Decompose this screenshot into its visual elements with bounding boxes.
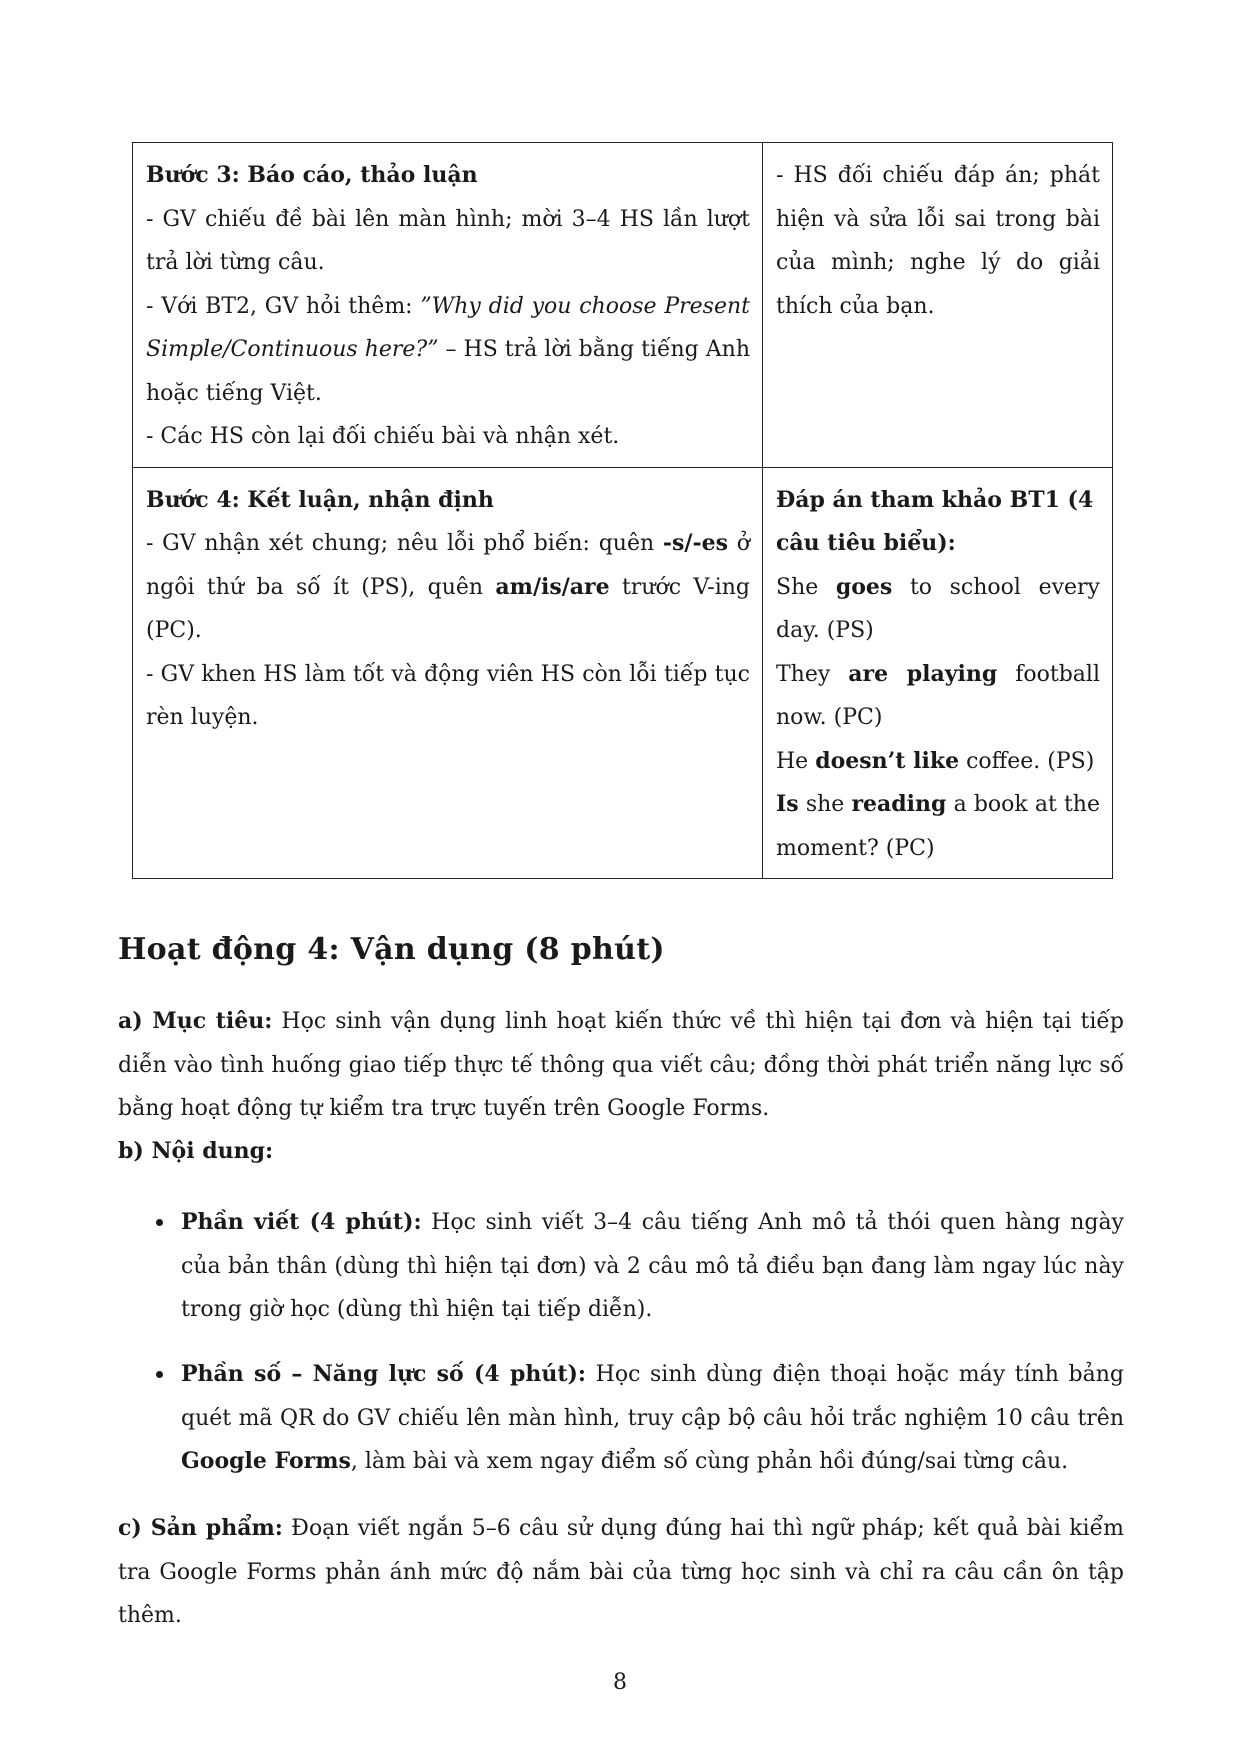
text-run: football now. (PC) [776,661,1100,730]
bold-verb: reading [851,791,947,817]
list-item [118,1353,1124,1484]
step-line [146,285,750,416]
step-line: - GV chiếu đề bài lên màn hình; mời 3–4 HS lần lượt trả lời từng câu. [146,206,750,275]
step-line [146,522,750,653]
step-line: - GV khen HS làm tốt và động viên HS còn lỗi tiếp tục rèn luyện. [146,661,750,730]
bullet-text: Học sinh dùng điện thoại hoặc máy tính bảng quét mã QR do GV chiếu lên màn hình, truy cập bộ câu hỏi trắc nghiệm 10 câu trên [181,1362,1125,1431]
text-run: she [798,792,852,817]
objective-text: Học sinh vận dụng linh hoạt kiến thức về thì hiện tại đơn và hiện tại tiếp diễn vào tình huống giao tiếp thực tế thông qua viết câu; đồng thời phát triển năng lực số bằng hoạt động tự kiểm tra trực tuyến trên Google Forms. [118,1009,1124,1121]
content-label-paragraph [118,1130,1124,1174]
content-bullet-list [118,1353,1124,1484]
lesson-plan-table [132,142,1113,879]
page-number: 8 [613,1670,627,1695]
bold-verb: goes [835,573,893,600]
teacher-activity-cell [133,467,763,879]
text-run: ở ngôi thứ ba số ít (PS), quên [146,531,750,600]
bold-verb: doesn’t like [815,747,960,774]
answer-sentence [776,653,1100,740]
text-run: coffee. (PS) [959,748,1095,774]
answer-sentence [776,566,1100,653]
step-line: - Các HS còn lại đối chiếu bài và nhận xét. [146,424,620,449]
answer-sentence [776,783,1100,870]
bullet-text: , làm bài và xem ngay điểm số cùng phản hồi đúng/sai từng câu. [350,1449,1069,1474]
text-run: She [776,574,836,600]
bold-verb: are playing [848,660,998,687]
table-row [133,467,1113,879]
objective-paragraph [118,1000,1124,1131]
list-item [118,1201,1124,1332]
product-label: c) Sản phẩm: [118,1515,283,1541]
step-heading: Bước 3: Báo cáo, thảo luận [146,162,478,188]
activity-title: Hoạt động 4: Vận dụng (8 phút) [118,932,665,967]
content-bullet-list [118,1201,1124,1332]
text-run: He [776,748,816,774]
bold-term: -s/-es [662,530,728,556]
text-run: – HS trả lời bằng tiếng Anh hoặc tiếng Việt. [146,337,751,406]
student-text: - HS đối chiếu đáp án; phát hiện và sửa lỗi sai trong bài của mình; nghe lý do giải thích của bạn. [776,163,1100,319]
objective-label: a) Mục tiêu: [118,1008,273,1034]
student-activity-cell [763,143,1113,468]
text-run: to school every day. (PS) [776,574,1100,643]
bullet-dot-icon [156,1219,163,1226]
italic-question: ”Why did you choose Present Simple/Continuous here?” [146,293,750,362]
product-text: Đoạn viết ngắn 5–6 câu sử dụng đúng hai thì ngữ pháp; kết quả bài kiểm tra Google Forms phản ánh mức độ nắm bài của từng học sinh và chỉ ra câu cần ôn tập thêm. [118,1516,1124,1628]
teacher-activity-cell [133,143,763,468]
content-label: b) Nội dung: [118,1138,274,1164]
bullet-dot-icon [156,1371,163,1378]
bold-term: Google Forms [181,1448,351,1474]
bullet-label: Phần viết (4 phút): [181,1209,422,1235]
text-run: - Với BT2, GV hỏi thêm: [146,293,421,319]
text-run: a book at the moment? (PC) [776,792,1100,861]
bullet-text: Học sinh viết 3–4 câu tiếng Anh mô tả thói quen hàng ngày của bản thân (dùng thì hiện tại đơn) và 2 câu mô tả điều bạn đang làm ngay lúc này trong giờ học (dùng thì hiện tại tiếp diễn). [181,1210,1124,1322]
bold-verb: Is [776,791,799,817]
step-heading: Bước 4: Kết luận, nhận định [146,486,494,513]
answer-sentence [776,740,1100,784]
text-run: trước V-ing (PC). [146,574,750,643]
product-paragraph [118,1507,1124,1638]
text-run: - GV nhận xét chung; nêu lỗi phổ biến: quên [146,531,663,556]
table-row [133,143,1113,468]
answer-heading: Đáp án tham khảo BT1 (4 câu tiêu biểu): [776,486,1094,556]
answer-key-cell [763,467,1113,879]
text-run: They [776,661,849,687]
bold-term: am/is/are [495,573,610,600]
bullet-label: Phần số – Năng lực số (4 phút): [181,1361,587,1387]
